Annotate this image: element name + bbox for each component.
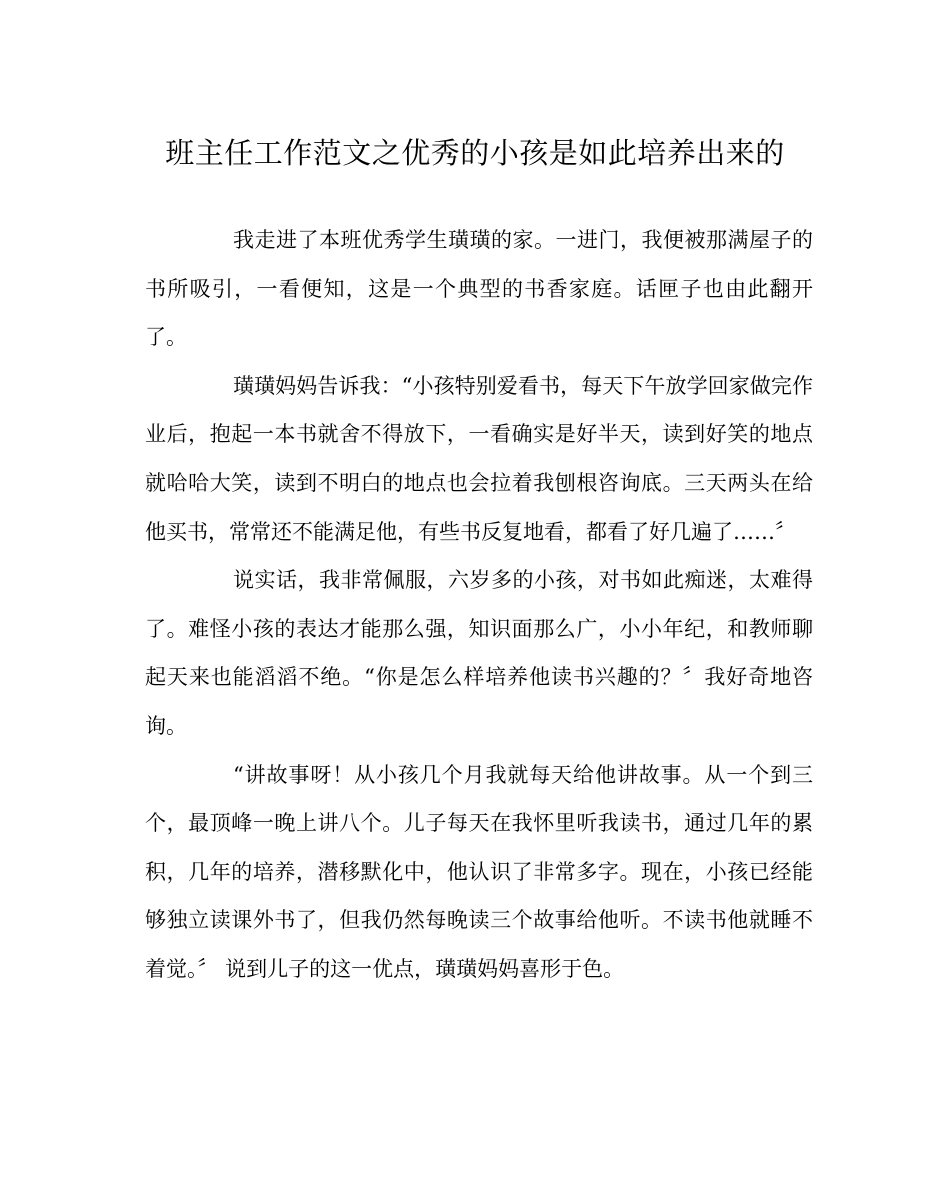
page-title: 班主任工作范文之优秀的小孩是如此培养出来的 xyxy=(165,136,785,170)
paragraph-1: 我走进了本班优秀学生璜璜的家。一进门，我便被那满屋子的书所吸引，一看便知，这是一个典型的书香家庭。话匣子也由此翻开了。 xyxy=(145,228,813,350)
paragraph-2: 璜璜妈妈告诉我：“小孩特别爱看书，每天下午放学回家做完作业后，抱起一本书就舍不得放下，一看确实是好半天，读到好笑的地点就哈哈大笑，读到不明白的地点也会拉着我刨根咨询底。三天两头在给他买书，常常还不能满足他，有些书反复地看，都看了好几遍了……〞 xyxy=(145,373,813,544)
paragraph-4: “讲故事呀！从小孩几个月我就每天给他讲故事。从一个到三个，最顶峰一晚上讲八个。儿子每天在我怀里听我读书，通过几年的累积，几年的培养，潜移默化中，他认识了非常多字。现在，小孩已经能够独立读课外书了，但我仍然每晚读三个故事给他听。不读书他就睡不着觉。〞 说到儿子的这一优点，璜璜妈妈喜形于色。 xyxy=(145,762,813,981)
document-body xyxy=(145,216,813,994)
paragraph-3: 说实话，我非常佩服，六岁多的小孩，对书如此痴迷，太难得了。难怪小孩的表达才能那么强，知识面那么广，小小年纪，和教师聊起天来也能滔滔不绝。“你是怎么样培养他读书兴趣的？〞我好奇地咨询。 xyxy=(145,568,813,738)
